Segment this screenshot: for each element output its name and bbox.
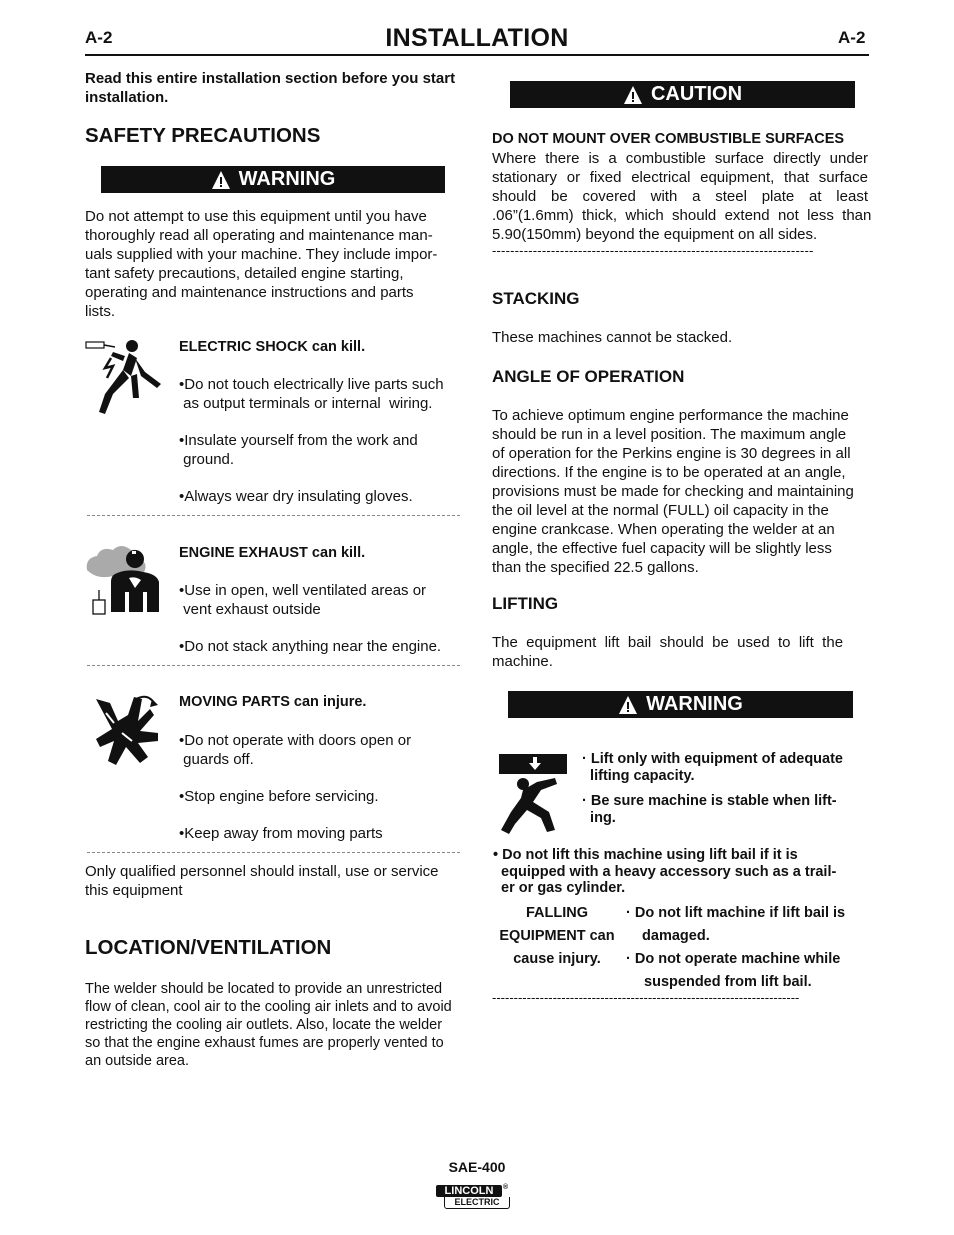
angle-paragraph xyxy=(492,406,868,577)
text-line: uals supplied with your machine. They include impor- xyxy=(85,246,438,263)
hazard-item: •Use in open, well ventilated areas or xyxy=(179,582,427,599)
text-line: Where there is a combustible surface directly under xyxy=(492,150,868,167)
hazard-item: as output terminals or internal wiring. xyxy=(179,395,433,412)
warning-label: WARNING xyxy=(238,168,336,190)
hazard-item: •Keep away from moving parts xyxy=(179,825,383,842)
text-line: of operation for the Perkins engine is 30 degrees in all xyxy=(492,445,851,462)
hazard-item: •Stop engine before servicing. xyxy=(179,788,379,805)
text-line: angle, the effective fuel capacity will be slightly less xyxy=(492,540,832,557)
warning-label: WARNING xyxy=(646,693,743,715)
text-line: lists. xyxy=(85,303,115,320)
caution-paragraph-last: 5.90(150mm) beyond the equipment on all sides. xyxy=(492,226,818,243)
engine-exhaust-icon xyxy=(85,542,167,618)
caution-dash-separator: ----------------------------------------------------------------------- xyxy=(492,243,814,258)
lincoln-electric-logo xyxy=(436,1185,510,1211)
text-line: The equipment lift bail should be used to lift the xyxy=(492,634,844,651)
warning-item: ing. xyxy=(582,810,616,826)
model-number: SAE-400 xyxy=(448,1159,506,1175)
warning-item: suspended from lift bail. xyxy=(636,974,812,990)
safety-heading: SAFETY PRECAUTIONS xyxy=(85,124,321,147)
warning-item: lifting capacity. xyxy=(582,768,695,784)
page-number-right: A-2 xyxy=(838,28,866,47)
text-line: this equipment xyxy=(85,882,183,899)
warning-item: equipped with a heavy accessory such as a trail- xyxy=(493,864,837,880)
caution-paragraph xyxy=(492,149,872,225)
warning-item: · Lift only with equipment of adequate xyxy=(582,751,843,767)
hazard-item: guards off. xyxy=(179,751,254,768)
hazard-item: •Do not operate with doors open or xyxy=(179,732,412,749)
logo-registered: ® xyxy=(503,1184,509,1191)
hazard-item: vent exhaust outside xyxy=(179,601,321,618)
text-line: restricting the cooling air outlets. Also, locate the welder xyxy=(85,1017,443,1033)
caution-title: DO NOT MOUNT OVER COMBUSTIBLE SURFACES xyxy=(492,131,845,147)
lifting-paragraph xyxy=(492,633,868,671)
caution-banner xyxy=(510,81,855,108)
lifting-warning-banner xyxy=(508,691,853,718)
text-line: should be run in a level position. The maximum angle xyxy=(492,426,847,443)
hazard-item: ground. xyxy=(179,451,235,468)
text-line: tant safety precautions, detailed engine starting, xyxy=(85,265,404,282)
safety-paragraph xyxy=(85,207,461,321)
text-line: the oil level at the normal (FULL) oil capacity in the xyxy=(492,502,829,519)
hazard-title-moving-parts: MOVING PARTS can injure. xyxy=(179,694,367,710)
caution-label: CAUTION xyxy=(650,83,743,105)
label-line: FALLING xyxy=(525,905,589,921)
label-line: EQUIPMENT can xyxy=(499,928,615,944)
warning-item: · Be sure machine is stable when lift- xyxy=(582,793,837,809)
text-line: .06”(1.6mm) thick, which should extend not less than xyxy=(492,207,872,224)
text-line: The welder should be located to provide an unrestricted xyxy=(85,981,443,997)
hazard-item: •Do not stack anything near the engine. xyxy=(179,638,442,655)
warning-triangle-icon xyxy=(211,170,231,190)
electric-shock-icon xyxy=(85,336,167,418)
hazard-item: •Always wear dry insulating gloves. xyxy=(179,488,413,505)
text-line: thoroughly read all operating and maintenance man- xyxy=(85,227,433,244)
warning-triangle-icon xyxy=(618,695,638,715)
page-number-left: A-2 xyxy=(85,28,113,47)
text-line: To achieve optimum engine performance the machine xyxy=(492,407,849,424)
falling-equipment-icon xyxy=(497,752,573,836)
hazard-title-electric-shock: ELECTRIC SHOCK can kill. xyxy=(179,339,366,355)
label-line: cause injury. xyxy=(513,951,601,967)
warning-triangle-icon xyxy=(623,85,643,105)
text-line: than the specified 22.5 gallons. xyxy=(492,559,699,576)
warning-item: • Do not lift this machine using lift bail if it is xyxy=(493,847,798,863)
hazard-divider xyxy=(87,665,460,666)
hazard-title-engine-exhaust: ENGINE EXHAUST can kill. xyxy=(179,545,366,561)
warning-item: er or gas cylinder. xyxy=(493,880,626,896)
text-line: machine. xyxy=(492,653,553,670)
angle-heading: ANGLE OF OPERATION xyxy=(492,367,685,386)
text-line: directions. If the engine is to be operated at an angle, xyxy=(492,464,846,481)
text-line: operating and maintenance instructions and parts xyxy=(85,284,414,301)
lifting-icon-items xyxy=(582,751,872,827)
safety-warning-banner xyxy=(101,166,445,193)
text-line: an outside area. xyxy=(85,1053,189,1069)
hazard-divider xyxy=(87,515,460,516)
lifting-bail-bullet xyxy=(493,847,873,896)
warning-item: · Do not lift machine if lift bail is xyxy=(626,905,846,921)
falling-equipment-items xyxy=(626,902,876,994)
logo-top: LINCOLN xyxy=(436,1185,502,1197)
header-rule xyxy=(85,54,869,56)
text-line: Do not attempt to use this equipment until you have xyxy=(85,208,427,225)
text-line: stationary or fixed electrical equipment, that surface xyxy=(492,169,868,186)
location-paragraph xyxy=(85,980,461,1070)
page-title: INSTALLATION xyxy=(385,24,569,52)
location-heading: LOCATION/VENTILATION xyxy=(85,936,332,959)
hazard-items-electric-shock xyxy=(179,375,464,506)
text-line: so that the engine exhaust fumes are properly vented to xyxy=(85,1035,444,1051)
lifting-dash-separator: ----------------------------------------------------------------------- xyxy=(492,990,800,1005)
hazard-items-moving-parts xyxy=(179,731,464,843)
hazard-items-engine-exhaust xyxy=(179,581,464,656)
falling-equipment-label xyxy=(492,902,622,971)
logo-bottom: ELECTRIC xyxy=(444,1197,510,1209)
lifting-heading: LIFTING xyxy=(492,594,559,613)
text-line: engine crankcase. When operating the welder at an xyxy=(492,521,835,538)
text-line: should be covered with a steel plate at least xyxy=(492,188,868,205)
moving-parts-icon xyxy=(92,693,164,769)
text-line: provisions must be made for checking and maintaining xyxy=(492,483,854,500)
intro-text: Read this entire installation section before you start installation. xyxy=(85,70,456,106)
qualified-personnel-text xyxy=(85,862,461,900)
warning-item: damaged. xyxy=(634,928,710,944)
hazard-item: •Do not touch electrically live parts such xyxy=(179,376,444,393)
hazard-divider xyxy=(87,852,460,853)
text-line: Only qualified personnel should install, use or service xyxy=(85,863,439,880)
stacking-text: These machines cannot be stacked. xyxy=(492,329,733,346)
text-line: flow of clean, cool air to the cooling air inlets and to avoid xyxy=(85,999,452,1015)
hazard-item: •Insulate yourself from the work and xyxy=(179,432,418,449)
warning-item: · Do not operate machine while xyxy=(626,951,841,967)
stacking-heading: STACKING xyxy=(492,289,580,308)
